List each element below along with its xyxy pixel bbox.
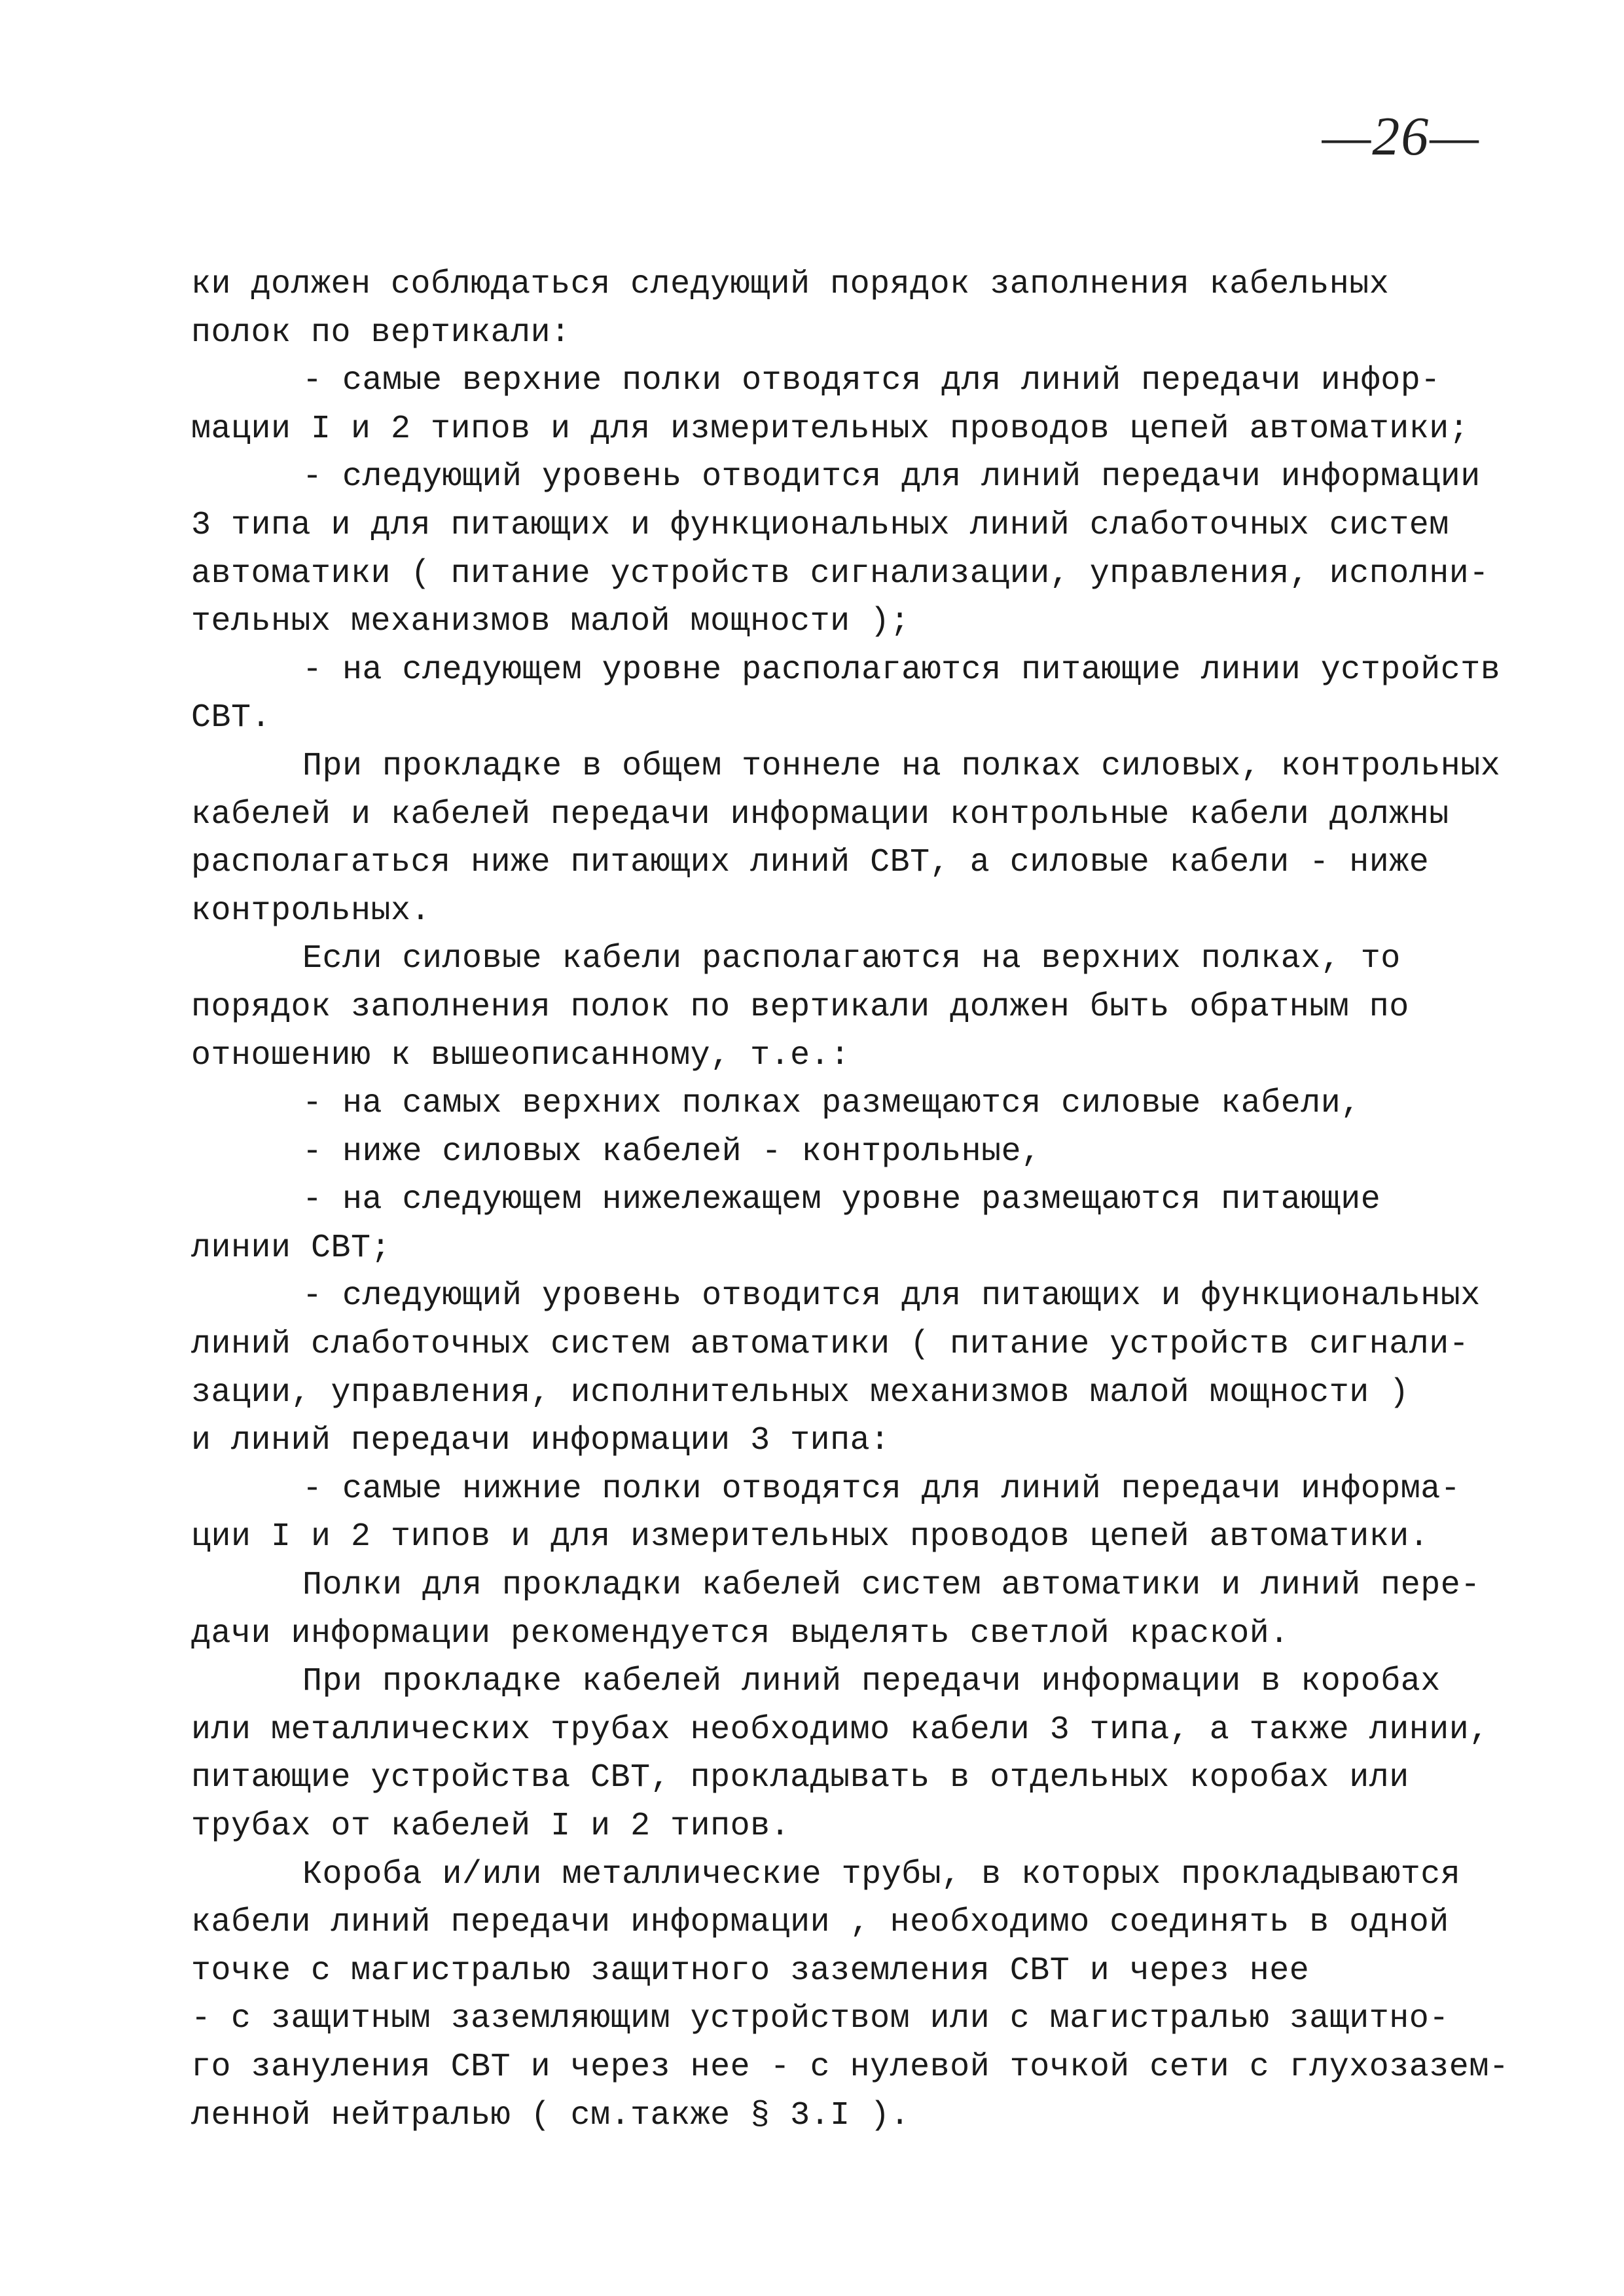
text-line: При прокладке в общем тоннеле на полках силовых, контрольных — [302, 747, 1501, 785]
text-line: питающие устройства СВТ, прокладывать в отдельных коробах или — [191, 1759, 1409, 1797]
text-line: полок по вертикали: — [191, 314, 571, 352]
text-line: - на следующем уровне располагаются питающие линии устройств — [302, 651, 1501, 689]
text-line: ленной нейтралью ( см.также § 3.I ). — [191, 2096, 911, 2134]
text-line: - следующий уровень отводится для линий передачи информации — [302, 458, 1481, 496]
text-line: трубах от кабелей I и 2 типов. — [191, 1808, 791, 1845]
text-line: - на самых верхних полках размещаются силовые кабели, — [302, 1085, 1361, 1123]
text-line: ции I и 2 типов и для измерительных проводов цепей автоматики. — [191, 1518, 1430, 1556]
text-line: дачи информации рекомендуется выделять светлой краской. — [191, 1614, 1290, 1652]
text-line: или металлических трубах необходимо кабели 3 типа, а также линии, — [191, 1711, 1489, 1749]
text-line: - с защитным заземляющим устройством или с магистралью защитно- — [191, 2000, 1449, 2038]
text-line: располагаться ниже питающих линий СВТ, а силовые кабели - ниже — [191, 844, 1430, 882]
document-body — [191, 261, 1509, 2140]
text-line: 3 типа и для питающих и функциональных линий слаботочных систем — [191, 506, 1449, 544]
text-line: При прокладке кабелей линий передачи информации в коробах — [302, 1663, 1441, 1701]
text-line: кабели линий передачи информации , необходимо соединять в одной — [191, 1904, 1449, 1942]
text-line: мации I и 2 типов и для измерительных проводов цепей автоматики; — [191, 410, 1470, 448]
text-line: отношению к вышеописанному, т.е.: — [191, 1036, 850, 1074]
page-number: —26— — [1322, 106, 1480, 167]
text-line: - следующий уровень отводится для питающих и функциональных — [302, 1277, 1481, 1315]
text-line: порядок заполнения полок по вертикали должен быть обратным по — [191, 988, 1409, 1026]
text-line: линии СВТ; — [191, 1229, 391, 1267]
text-line: тельных механизмов малой мощности ); — [191, 603, 911, 641]
text-line: линий слаботочных систем автоматики ( питание устройств сигнали- — [191, 1326, 1470, 1364]
text-line: - на следующем нижележащем уровне размещаются питающие — [302, 1181, 1381, 1219]
text-line: - ниже силовых кабелей - контрольные, — [302, 1133, 1041, 1171]
text-line: го зануления СВТ и через нее - с нулевой точкой сети с глухозазем- — [191, 2048, 1509, 2086]
text-line: контрольных. — [191, 892, 431, 930]
text-line: точке с магистралью защитного заземления СВТ и через нее — [191, 1952, 1310, 1990]
text-line: Если силовые кабели располагаются на верхних полках, то — [302, 940, 1401, 978]
text-line: Короба и/или металлические трубы, в которых прокладываются — [302, 1855, 1461, 1893]
text-line: зации, управления, исполнительных механизмов малой мощности ) — [191, 1374, 1409, 1412]
text-line: ки должен соблюдаться следующий порядок заполнения кабельных — [191, 266, 1390, 303]
text-line: СВТ. — [191, 699, 272, 737]
text-line: автоматики ( питание устройств сигнализации, управления, исполни- — [191, 555, 1489, 592]
text-line: - самые нижние полки отводятся для линий передачи информа- — [302, 1470, 1461, 1508]
text-line: и линий передачи информации 3 типа: — [191, 1422, 890, 1460]
text-line: кабелей и кабелей передачи информации контрольные кабели должны — [191, 795, 1449, 833]
text-line: - самые верхние полки отводятся для линий передачи инфор- — [302, 362, 1441, 400]
text-line: Полки для прокладки кабелей систем автоматики и линий пере- — [302, 1567, 1481, 1605]
